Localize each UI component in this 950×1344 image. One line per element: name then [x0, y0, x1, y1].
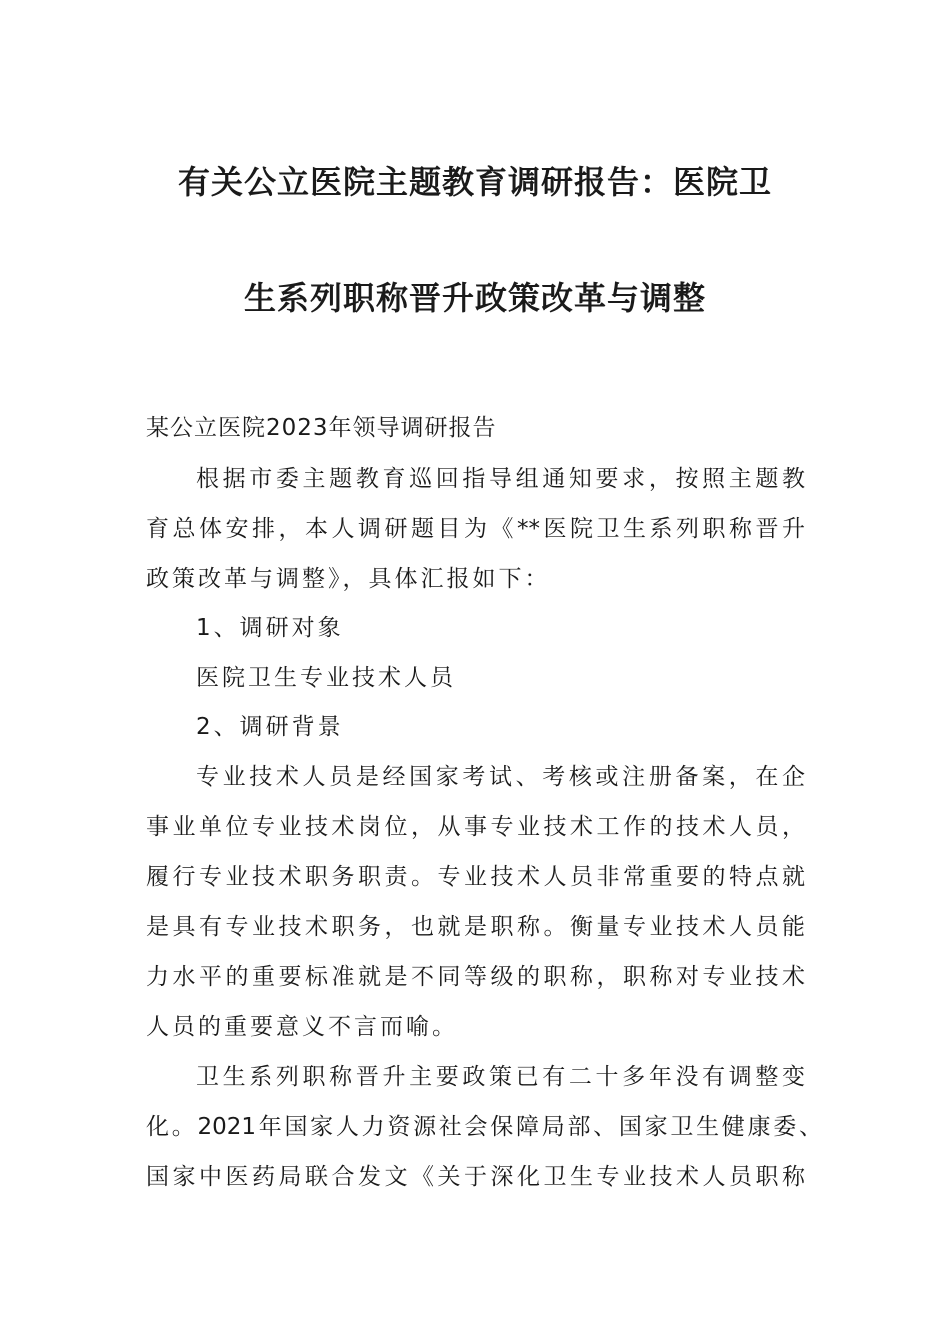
- section-1-text: 医院卫生专业技术人员: [196, 665, 456, 691]
- para-2-line-3: 国家中医药局联合发文《关于深化卫生专业技术人员职称: [146, 1164, 805, 1190]
- document-title-line-2: 生系列职称晋升政策改革与调整: [243, 279, 706, 317]
- para-1-line-6: 人员的重要意义不言而喻。: [146, 1014, 458, 1040]
- document-title-line-1: 有关公立医院主题教育调研报告：医院卫: [177, 163, 772, 201]
- para-1-line-3: 履行专业技术职务职责。专业技术人员非常重要的特点就: [146, 864, 805, 890]
- para-1-line-1: 专业技术人员是经国家考试、考核或注册备案，在企: [196, 764, 805, 790]
- para-1-line-4: 是具有专业技术职务，也就是职称。衡量专业技术人员能: [146, 914, 805, 940]
- para-1-line-5: 力水平的重要标准就是不同等级的职称，职称对专业技术: [146, 964, 805, 990]
- para-2-line-2: 化。2021年国家人力资源社会保障局部、国家卫生健康委、: [146, 1114, 822, 1140]
- para-2-line-1: 卫生系列职称晋升主要政策已有二十多年没有调整变: [196, 1064, 805, 1090]
- intro-line-3: 政策改革与调整》，具体汇报如下：: [146, 566, 551, 592]
- intro-line-1: 根据市委主题教育巡回指导组通知要求，按照主题教: [196, 466, 805, 492]
- intro-line-2: 育总体安排，本人调研题目为《**医院卫生系列职称晋升: [146, 516, 805, 542]
- section-1-heading: 1、调研对象: [196, 615, 344, 641]
- section-2-heading: 2、调研背景: [196, 714, 344, 740]
- para-1-line-2: 事业单位专业技术岗位，从事专业技术工作的技术人员，: [146, 814, 805, 840]
- document-subtitle: 某公立医院2023年领导调研报告: [146, 415, 497, 441]
